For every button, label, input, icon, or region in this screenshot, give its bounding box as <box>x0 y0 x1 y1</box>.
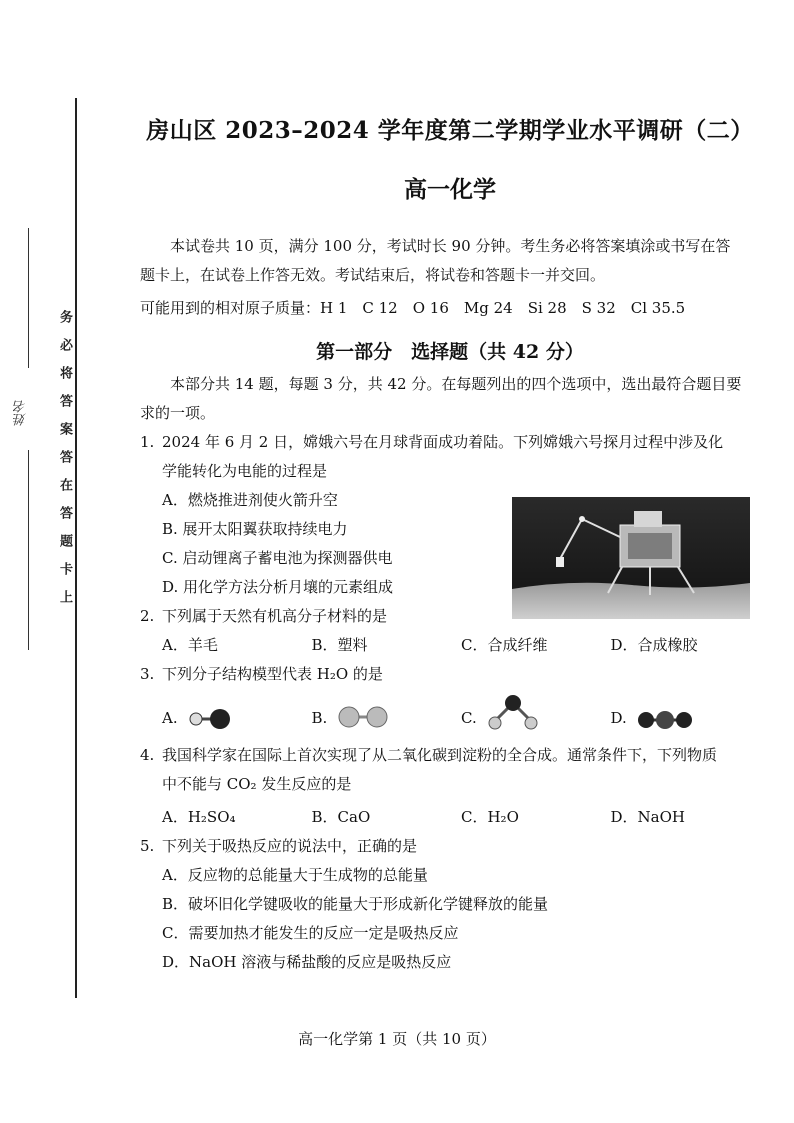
option-b: B. 展开太阳翼获取持续电力 <box>162 520 348 538</box>
lunar-lander-photo <box>512 497 750 619</box>
molecule-model-b-icon <box>335 703 391 733</box>
option-a: A. <box>162 709 178 727</box>
option-a: A．燃烧推进剂使火箭升空 <box>162 491 338 509</box>
exam-title: 房山区 2023–2024 学年度第二学期学业水平调研（二） <box>146 117 754 144</box>
option-d: D. 用化学方法分析月壤的元素组成 <box>162 578 394 596</box>
question-stem: 2024 年 6 月 2 日，嫦娥六号在月球背面成功着陆。下列嫦娥六号探月过程中涉及化 <box>162 433 724 451</box>
option-d: D．NaOH <box>610 808 685 826</box>
name-underline-bottom <box>28 450 29 650</box>
option-b: B．塑料 <box>311 636 368 654</box>
margin-notice: 务必将答案答在答题卡上 <box>57 310 72 618</box>
molecule-model-a-icon <box>186 703 236 733</box>
question-number: 2. <box>140 607 155 625</box>
option-a: A．反应物的总能量大于生成物的总能量 <box>162 866 428 884</box>
name-underline-top <box>28 228 29 368</box>
section-title: 第一部分 选择题（共 42 分） <box>316 341 584 363</box>
option-d: D. <box>610 709 627 727</box>
option-b: B．破坏旧化学键吸收的能量大于形成新化学键释放的能量 <box>162 895 549 913</box>
section-desc-2: 求的一项。 <box>140 404 216 422</box>
molecule-model-c-icon <box>485 693 541 733</box>
question-stem: 下列属于天然有机高分子材料的是 <box>162 607 388 625</box>
option-b: B. <box>311 709 328 727</box>
option-b: B．CaO <box>311 808 371 826</box>
subject-title: 高一化学 <box>404 176 496 203</box>
option-c: C．H₂O <box>461 808 519 826</box>
name-label: 姓名 <box>14 400 29 426</box>
section-desc-1: 本部分共 14 题，每题 3 分，共 42 分。在每题列出的四个选项中，选出最符合题目要 <box>170 375 742 393</box>
question-number: 1. <box>140 433 155 451</box>
instructions-line-1: 本试卷共 10 页，满分 100 分，考试时长 90 分钟。考生务必将答案填涂或书写在答 <box>170 237 731 255</box>
atomic-masses: 可能用到的相对原子质量：H 1 C 12 O 16 Mg 24 Si 28 S 32 Cl 35.5 <box>140 299 686 317</box>
question-5 <box>140 832 760 977</box>
question-stem-cont: 学能转化为电能的过程是 <box>162 462 328 480</box>
instructions-line-2: 题卡上，在试卷上作答无效。考试结束后，将试卷和答题卡一并交回。 <box>140 266 606 284</box>
question-number: 5. <box>140 837 155 855</box>
option-c: C．合成纤维 <box>461 636 548 654</box>
question-number: 3. <box>140 665 155 683</box>
question-3 <box>140 660 760 733</box>
option-d: D．合成橡胶 <box>610 636 698 654</box>
option-c: C．需要加热才能发生的反应一定是吸热反应 <box>162 924 459 942</box>
option-c: C. 启动锂离子蓄电池为探测器供电 <box>162 549 393 567</box>
question-number: 4. <box>140 746 155 764</box>
molecule-model-d-icon <box>635 707 695 733</box>
question-stem: 下列分子结构模型代表 H₂O 的是 <box>162 665 383 683</box>
binding-line <box>75 98 77 998</box>
question-4 <box>140 741 760 832</box>
option-a: A．H₂SO₄ <box>162 808 236 826</box>
question-stem: 我国科学家在国际上首次实现了从二氧化碳到淀粉的全合成。通常条件下，下列物质 <box>162 746 718 764</box>
option-d: D．NaOH 溶液与稀盐酸的反应是吸热反应 <box>162 953 452 971</box>
question-stem-cont: 中不能与 CO₂ 发生反应的是 <box>162 775 352 793</box>
page-footer: 高一化学第 1 页（共 10 页） <box>298 1030 496 1048</box>
question-stem: 下列关于吸热反应的说法中，正确的是 <box>162 837 418 855</box>
option-a: A．羊毛 <box>162 636 218 654</box>
option-c: C. <box>461 709 477 727</box>
